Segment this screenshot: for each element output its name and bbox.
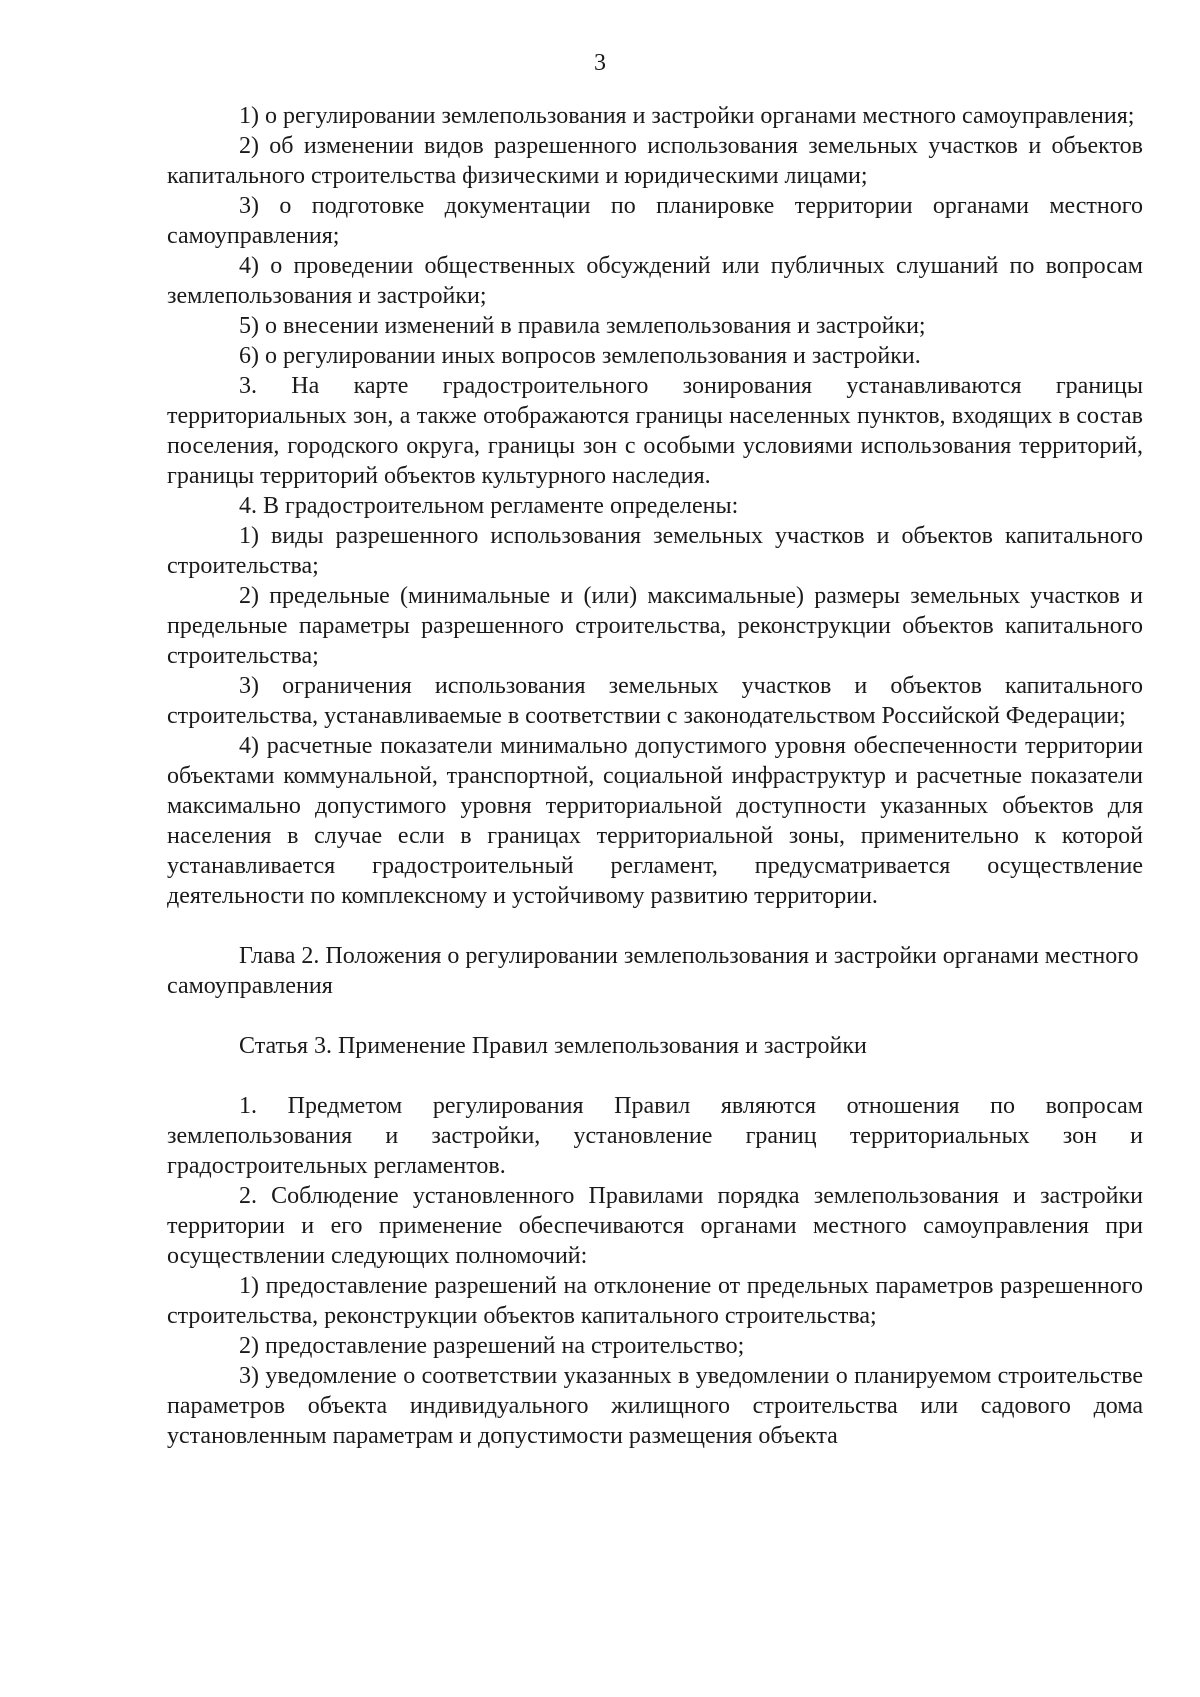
regulation-item-3: 3) ограничения использования земельных участков и объектов капитального строительства, устанавливаемые в соответствии с законодательством Российской Федерации;: [167, 673, 1143, 729]
paragraph-point-3: 3. На карте градостроительного зонирования устанавливаются границы территориальных зон, а также отображаются границы населенных пунктов, входящих в состав поселения, городского округа, границы зон с особыми условиями использования территорий, границы территорий объектов культурного наследия.: [167, 373, 1143, 489]
paragraph-point-4: 4. В градостроительном регламенте определены:: [239, 493, 739, 519]
paragraph-item-1: 1) о регулировании землепользования и застройки органами местного самоуправления;: [239, 103, 1135, 129]
article-point-1: 1. Предметом регулирования Правил являются отношения по вопросам землепользования и застройки, установление границ территориальных зон и градостроительных регламентов.: [167, 1093, 1143, 1179]
spacer: [167, 1061, 1143, 1091]
document-body: [167, 101, 1143, 1451]
spacer: [167, 1001, 1143, 1031]
page-number: 3: [594, 50, 606, 76]
authority-item-1: 1) предоставление разрешений на отклонение от предельных параметров разрешенного строительства, реконструкции объектов капитального строительства;: [167, 1273, 1143, 1329]
article-heading: Статья 3. Применение Правил землепользования и застройки: [239, 1033, 867, 1059]
paragraph-item-5: 5) о внесении изменений в правила землепользования и застройки;: [239, 313, 926, 339]
authority-item-2: 2) предоставление разрешений на строительство;: [239, 1333, 745, 1359]
chapter-heading: Глава 2. Положения о регулировании землепользования и застройки органами местного самоуправления: [167, 943, 1139, 999]
regulation-item-4: 4) расчетные показатели минимально допустимого уровня обеспеченности территории объектами коммунальной, транспортной, социальной инфраструктур и расчетные показатели максимально допустимого уровня территориальной доступности указанных объектов для населения в случае если в границах территориальной зоны, применительно к которой устанавливается градостроительный регламент, предусматривается осуществление деятельности по комплексному и устойчивому развитию территории.: [167, 733, 1143, 909]
paragraph-item-4: 4) о проведении общественных обсуждений или публичных слушаний по вопросам землепользования и застройки;: [167, 253, 1143, 309]
paragraph-item-2: 2) об изменении видов разрешенного использования земельных участков и объектов капитального строительства физическими и юридическими лицами;: [167, 133, 1143, 189]
paragraph-item-3: 3) о подготовке документации по планировке территории органами местного самоуправления;: [167, 193, 1143, 249]
spacer: [167, 911, 1143, 941]
regulation-item-1: 1) виды разрешенного использования земельных участков и объектов капитального строительства;: [167, 523, 1143, 579]
authority-item-3: 3) уведомление о соответствии указанных в уведомлении о планируемом строительстве параметров объекта индивидуального жилищного строительства или садового дома установленным параметрам и допустимости размещения объекта: [167, 1363, 1143, 1449]
article-point-2: 2. Соблюдение установленного Правилами порядка землепользования и застройки территории и его применение обеспечиваются органами местного самоуправления при осуществлении следующих полномочий:: [167, 1183, 1143, 1269]
regulation-item-2: 2) предельные (минимальные и (или) максимальные) размеры земельных участков и предельные параметры разрешенного строительства, реконструкции объектов капитального строительства;: [167, 583, 1143, 669]
paragraph-item-6: 6) о регулировании иных вопросов землепользования и застройки.: [239, 343, 921, 369]
